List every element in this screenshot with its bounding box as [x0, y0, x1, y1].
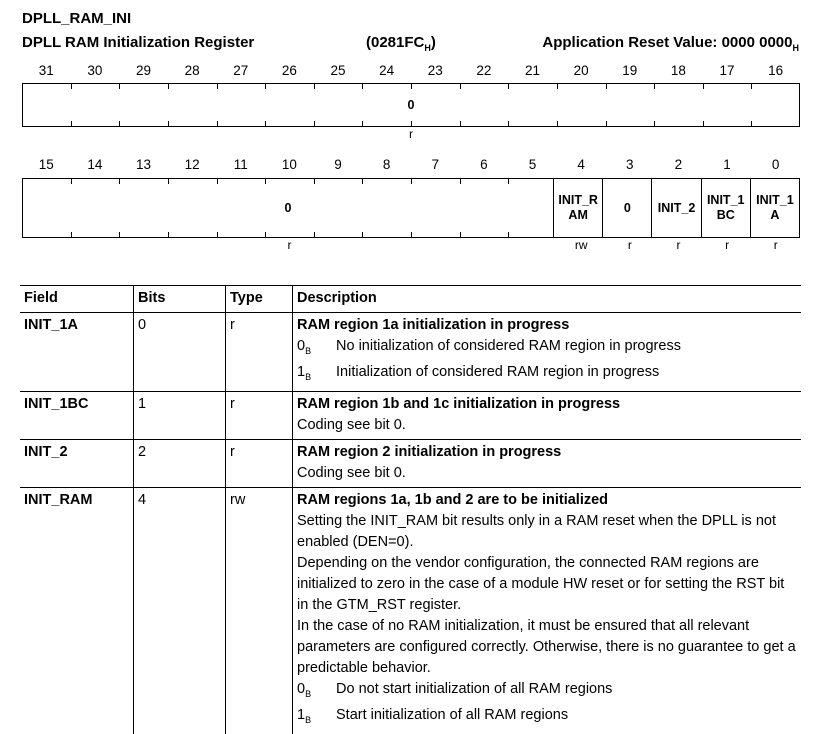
code-value: [297, 679, 336, 705]
description-text: Setting the INIT_RAM bit results only in a RAM reset when the DPLL is not enabled (DEN=0).: [297, 512, 776, 550]
bit-number: 25: [330, 63, 346, 78]
bit-tick: [508, 121, 509, 126]
bit-number: 6: [480, 157, 488, 172]
register-name: DPLL_RAM_INI: [22, 10, 132, 27]
bit-tick: [460, 121, 461, 126]
register-address: [366, 34, 436, 53]
upper-bit-numbers: [22, 63, 800, 78]
lower-register: [22, 178, 800, 238]
bit-tick: [411, 84, 412, 89]
bit-tick: [119, 179, 120, 184]
code-base: B: [305, 371, 312, 382]
bit-tick: [703, 84, 704, 89]
bit-tick: [362, 84, 363, 89]
description-text: Coding see bit 0.: [297, 464, 406, 481]
field-name: INIT_1BC: [20, 391, 134, 439]
register-field: INIT_1 A: [750, 179, 799, 237]
access-label: r: [773, 238, 778, 252]
bit-number: 24: [379, 63, 395, 78]
bit-tick: [119, 84, 120, 89]
bit-tick: [217, 121, 218, 126]
field-bits: 4: [134, 487, 226, 733]
header-bits: Bits: [134, 286, 226, 313]
register-field: 0: [602, 179, 651, 237]
bit-tick: [654, 84, 655, 89]
bit-tick: [217, 232, 218, 237]
register-title: DPLL RAM Initialization Register: [22, 34, 255, 51]
bit-tick: [168, 121, 169, 126]
description-text: Coding see bit 0.: [297, 416, 406, 433]
field-description: [293, 439, 802, 487]
field-name: INIT_2: [20, 439, 134, 487]
bit-tick: [606, 84, 607, 89]
bit-tick: [71, 232, 72, 237]
table-row: [20, 313, 801, 392]
field-type: rw: [226, 487, 293, 733]
access-label: r: [287, 238, 292, 252]
address-end: ): [430, 34, 436, 51]
coding-row: [297, 679, 797, 705]
bit-tick: [314, 232, 315, 237]
bit-number: 13: [136, 157, 152, 172]
description-title: RAM region 1a initialization in progress: [297, 317, 570, 333]
coding-row: [297, 362, 797, 388]
bit-number: 4: [577, 157, 585, 172]
bit-number: 8: [382, 157, 391, 172]
bit-tick: [314, 179, 315, 184]
lower-bit-numbers: [22, 157, 800, 172]
bit-tick: [265, 179, 266, 184]
field-table: [20, 285, 801, 734]
upper-access-label: r: [409, 127, 413, 141]
bit-tick: [411, 179, 412, 184]
bit-tick: [557, 121, 558, 126]
bit-number: 3: [626, 157, 634, 172]
header-description: Description: [293, 286, 802, 313]
code-meaning: No initialization of considered RAM region in progress: [336, 338, 681, 354]
code-base: B: [305, 345, 312, 356]
code-meaning: Do not start initialization of all RAM regions: [336, 680, 613, 697]
bit-number: 16: [768, 63, 784, 78]
bit-tick: [751, 84, 752, 89]
table-row: [20, 391, 801, 439]
bit-number: 17: [719, 63, 735, 78]
bit-tick: [460, 84, 461, 89]
lower-access: [22, 238, 800, 252]
field-description: [293, 313, 802, 392]
bit-number: 27: [233, 63, 249, 78]
field-name: INIT_1A: [20, 313, 134, 392]
bit-number: 22: [476, 63, 492, 78]
field-type: r: [226, 391, 293, 439]
field-bits: 0: [134, 313, 226, 392]
upper-access: [22, 127, 800, 141]
code-base: B: [305, 688, 312, 699]
bit-tick: [508, 84, 509, 89]
reset-sub: H: [792, 43, 799, 53]
access-label: r: [627, 238, 632, 252]
code-digit: 0: [297, 680, 306, 697]
description-title: RAM region 2 initialization in progress: [297, 443, 562, 460]
bit-tick: [119, 232, 120, 237]
access-label: rw: [574, 238, 588, 252]
bit-number: 18: [670, 63, 686, 78]
bit-number: 1: [723, 157, 731, 172]
code-digit: 0: [297, 338, 306, 354]
address-text: (0281FC: [366, 34, 425, 51]
bit-tick: [508, 232, 509, 237]
bit-tick: [362, 232, 363, 237]
table-header: [20, 286, 801, 313]
bit-tick: [314, 121, 315, 126]
bit-tick: [265, 232, 266, 237]
bit-number: 14: [87, 157, 103, 172]
description-title: RAM regions 1a, 1b and 2 are to be initialized: [297, 491, 609, 508]
register-field: 0: [284, 200, 292, 215]
bit-number: 0: [771, 157, 780, 172]
address-sub: H: [424, 43, 431, 53]
bit-tick: [411, 232, 412, 237]
access-label: r: [725, 238, 730, 252]
code-value: [297, 362, 336, 388]
upper-field-reserved: 0: [407, 97, 415, 112]
coding-row: [297, 705, 797, 731]
field-description: [293, 391, 802, 439]
bit-number: 12: [184, 157, 200, 172]
bit-tick: [362, 179, 363, 184]
bit-tick: [362, 121, 363, 126]
access-label: r: [676, 238, 681, 252]
table-row: [20, 487, 801, 733]
bit-number: 21: [525, 63, 541, 78]
register-field: INIT_2: [651, 179, 700, 237]
bit-tick: [71, 84, 72, 89]
bit-tick: [265, 84, 266, 89]
register-field: INIT_R AM: [553, 179, 602, 237]
bit-tick: [168, 84, 169, 89]
reset-text: Application Reset Value: 0000 0000: [542, 34, 793, 51]
description-text: In the case of no RAM initialization, it must be ensured that all relevant parameters are configured correctly. Otherwise, there is no guarantee to get a predictable behavior.: [297, 617, 796, 676]
bit-number: 31: [38, 63, 54, 78]
bit-tick: [508, 179, 509, 184]
bit-number: 23: [427, 63, 443, 78]
description-text: Depending on the vendor configuration, the connected RAM regions are initialized to zero in the case of a module HW reset or for setting the RST bit in the GTM_RST register.: [297, 554, 785, 613]
reset-value: [542, 34, 799, 53]
bit-tick: [217, 179, 218, 184]
bit-number: 11: [233, 157, 248, 172]
bit-tick: [703, 121, 704, 126]
bit-number: 2: [674, 157, 683, 172]
bit-number: 5: [528, 157, 537, 172]
bit-number: 28: [184, 63, 200, 78]
bit-tick: [119, 121, 120, 126]
bit-tick: [751, 121, 752, 126]
bit-tick: [265, 121, 266, 126]
register-field: INIT_1 BC: [701, 179, 750, 237]
bit-tick: [460, 179, 461, 184]
coding-row: [297, 336, 797, 362]
bit-tick: [168, 232, 169, 237]
header-type: Type: [226, 286, 293, 313]
bit-number: 9: [334, 157, 342, 172]
code-value: [297, 336, 336, 362]
bit-number: 26: [281, 63, 297, 78]
field-bits: 1: [134, 391, 226, 439]
bit-number: 30: [87, 63, 103, 78]
bit-tick: [71, 179, 72, 184]
field-name: INIT_RAM: [20, 487, 134, 733]
code-digit: 1: [297, 706, 306, 723]
bit-number: 29: [136, 63, 152, 78]
bit-number: 20: [573, 63, 589, 78]
field-type: r: [226, 439, 293, 487]
bit-tick: [654, 121, 655, 126]
field-type: r: [226, 313, 293, 392]
code-value: [297, 705, 336, 731]
bit-number: 19: [622, 63, 638, 78]
bit-tick: [314, 84, 315, 89]
bit-tick: [217, 84, 218, 89]
code-digit: 1: [297, 363, 306, 380]
table-row: [20, 439, 801, 487]
description-title: RAM region 1b and 1c initialization in progress: [297, 395, 621, 412]
bit-tick: [168, 179, 169, 184]
header-field: Field: [20, 286, 134, 313]
code-meaning: Start initialization of all RAM regions: [336, 706, 569, 723]
bit-tick: [460, 232, 461, 237]
bit-tick: [71, 121, 72, 126]
field-description: [293, 487, 802, 733]
bit-tick: [606, 121, 607, 126]
code-base: B: [305, 714, 312, 725]
field-bits: 2: [134, 439, 226, 487]
bit-number: 7: [431, 157, 440, 172]
bit-number: 15: [38, 157, 54, 172]
code-meaning: Initialization of considered RAM region in progress: [336, 363, 660, 380]
bit-number: 10: [281, 157, 297, 172]
bit-tick: [411, 121, 412, 126]
bit-tick: [557, 84, 558, 89]
